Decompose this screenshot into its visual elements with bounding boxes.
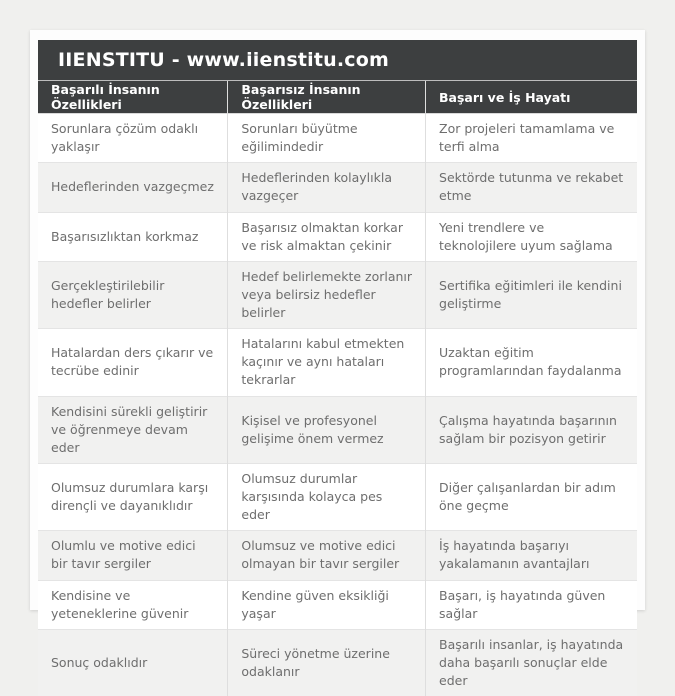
table-row xyxy=(38,531,637,580)
table-row xyxy=(38,163,637,212)
table-title-bar xyxy=(38,40,637,80)
column-header-row xyxy=(38,81,637,114)
table-row xyxy=(38,580,637,629)
cell-business: Yeni trendlere ve teknolojilere uyum sağlama xyxy=(426,212,637,261)
cell-business: Sektörde tutunma ve rekabet etme xyxy=(426,163,637,212)
brand-title: IIENSTITU - www.iienstitu.com xyxy=(58,49,389,71)
cell-business: Diğer çalışanlardan bir adım öne geçme xyxy=(426,463,637,530)
cell-successful: Olumsuz durumlara karşı dirençli ve dayanıklıdır xyxy=(38,463,228,530)
cell-business: Zor projeleri tamamlama ve terfi alma xyxy=(426,114,637,163)
comparison-table-card xyxy=(30,30,645,610)
cell-unsuccessful: Olumsuz durumlar karşısında kolayca pes eder xyxy=(228,463,426,530)
cell-unsuccessful: Hatalarını kabul etmekten kaçınır ve aynı hataları tekrarlar xyxy=(228,329,426,396)
cell-unsuccessful: Hedeflerinden kolaylıkla vazgeçer xyxy=(228,163,426,212)
cell-successful: Sorunlara çözüm odaklı yaklaşır xyxy=(38,114,228,163)
cell-successful: Hatalardan ders çıkarır ve tecrübe edinir xyxy=(38,329,228,396)
table-row xyxy=(38,114,637,163)
table-row xyxy=(38,261,637,328)
cell-unsuccessful: Başarısız olmaktan korkar ve risk almaktan çekinir xyxy=(228,212,426,261)
cell-successful: Kendisini sürekli geliştirir ve öğrenmeye devam eder xyxy=(38,396,228,463)
cell-business: Başarı, iş hayatında güven sağlar xyxy=(426,580,637,629)
cell-unsuccessful: Hedef belirlemekte zorlanır veya belirsiz hedefler belirler xyxy=(228,261,426,328)
cell-business: İş hayatında başarıyı yakalamanın avantajları xyxy=(426,531,637,580)
table-row xyxy=(38,212,637,261)
cell-unsuccessful: Kişisel ve profesyonel gelişime önem vermez xyxy=(228,396,426,463)
cell-successful: Gerçekleştirilebilir hedefler belirler xyxy=(38,261,228,328)
table-row xyxy=(38,329,637,396)
cell-business: Başarılı insanlar, iş hayatında daha başarılı sonuçlar elde eder xyxy=(426,629,637,696)
cell-successful: Hedeflerinden vazgeçmez xyxy=(38,163,228,212)
cell-business: Uzaktan eğitim programlarından faydalanma xyxy=(426,329,637,396)
column-header-business: Başarı ve İş Hayatı xyxy=(426,81,637,114)
cell-successful: Kendisine ve yeteneklerine güvenir xyxy=(38,580,228,629)
cell-unsuccessful: Sorunları büyütme eğilimindedir xyxy=(228,114,426,163)
cell-unsuccessful: Süreci yönetme üzerine odaklanır xyxy=(228,629,426,696)
column-header-successful: Başarılı İnsanın Özellikleri xyxy=(38,81,228,114)
cell-unsuccessful: Kendine güven eksikliği yaşar xyxy=(228,580,426,629)
cell-unsuccessful: Olumsuz ve motive edici olmayan bir tavır sergiler xyxy=(228,531,426,580)
table-body xyxy=(38,114,637,696)
cell-successful: Başarısızlıktan korkmaz xyxy=(38,212,228,261)
cell-business: Çalışma hayatında başarının sağlam bir pozisyon getirir xyxy=(426,396,637,463)
cell-business: Sertifika eğitimleri ile kendini geliştirme xyxy=(426,261,637,328)
column-header-unsuccessful: Başarısız İnsanın Özellikleri xyxy=(228,81,426,114)
comparison-table xyxy=(38,80,637,696)
table-row xyxy=(38,629,637,696)
table-row xyxy=(38,463,637,530)
table-row xyxy=(38,396,637,463)
cell-successful: Sonuç odaklıdır xyxy=(38,629,228,696)
cell-successful: Olumlu ve motive edici bir tavır sergiler xyxy=(38,531,228,580)
